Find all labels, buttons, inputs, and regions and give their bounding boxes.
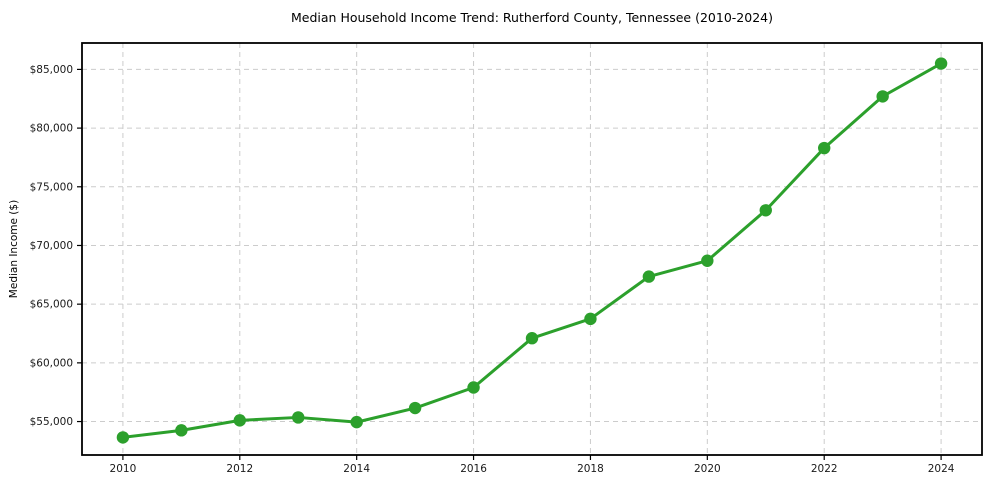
x-tick-label: 2010: [109, 463, 137, 475]
data-point: [117, 431, 129, 443]
data-point: [643, 270, 655, 282]
data-point: [876, 90, 888, 102]
x-tick-label: 2018: [577, 463, 604, 475]
data-point: [935, 57, 947, 69]
y-tick-label: $55,000: [29, 416, 73, 429]
chart-title: Median Household Income Trend: Rutherford County, Tennessee (2010-2024): [291, 10, 773, 25]
x-tick-label: 2020: [693, 463, 721, 475]
y-tick-label: $80,000: [29, 122, 73, 135]
data-point: [526, 332, 538, 344]
data-point: [701, 255, 713, 267]
data-point: [350, 416, 362, 428]
data-point: [409, 402, 421, 414]
y-tick-label: $60,000: [29, 357, 73, 370]
data-point: [292, 411, 304, 423]
x-tick-label: 2012: [226, 463, 254, 475]
trend-line: [123, 64, 941, 438]
y-axis-label: Median Income ($): [8, 199, 20, 299]
x-tick-label: 2014: [343, 463, 371, 475]
data-point: [467, 381, 479, 393]
x-tick-label: 2022: [810, 463, 838, 475]
y-tick-label: $75,000: [29, 181, 73, 194]
data-point: [234, 414, 246, 426]
y-tick-label: $85,000: [29, 63, 73, 76]
data-point: [818, 142, 830, 154]
data-point: [175, 424, 187, 436]
data-point: [760, 204, 772, 216]
y-tick-label: $65,000: [29, 298, 73, 311]
x-tick-label: 2016: [460, 463, 487, 475]
x-tick-label: 2024: [927, 463, 955, 475]
data-point: [584, 313, 596, 325]
plot-border: [82, 43, 982, 455]
y-tick-label: $70,000: [29, 239, 73, 252]
